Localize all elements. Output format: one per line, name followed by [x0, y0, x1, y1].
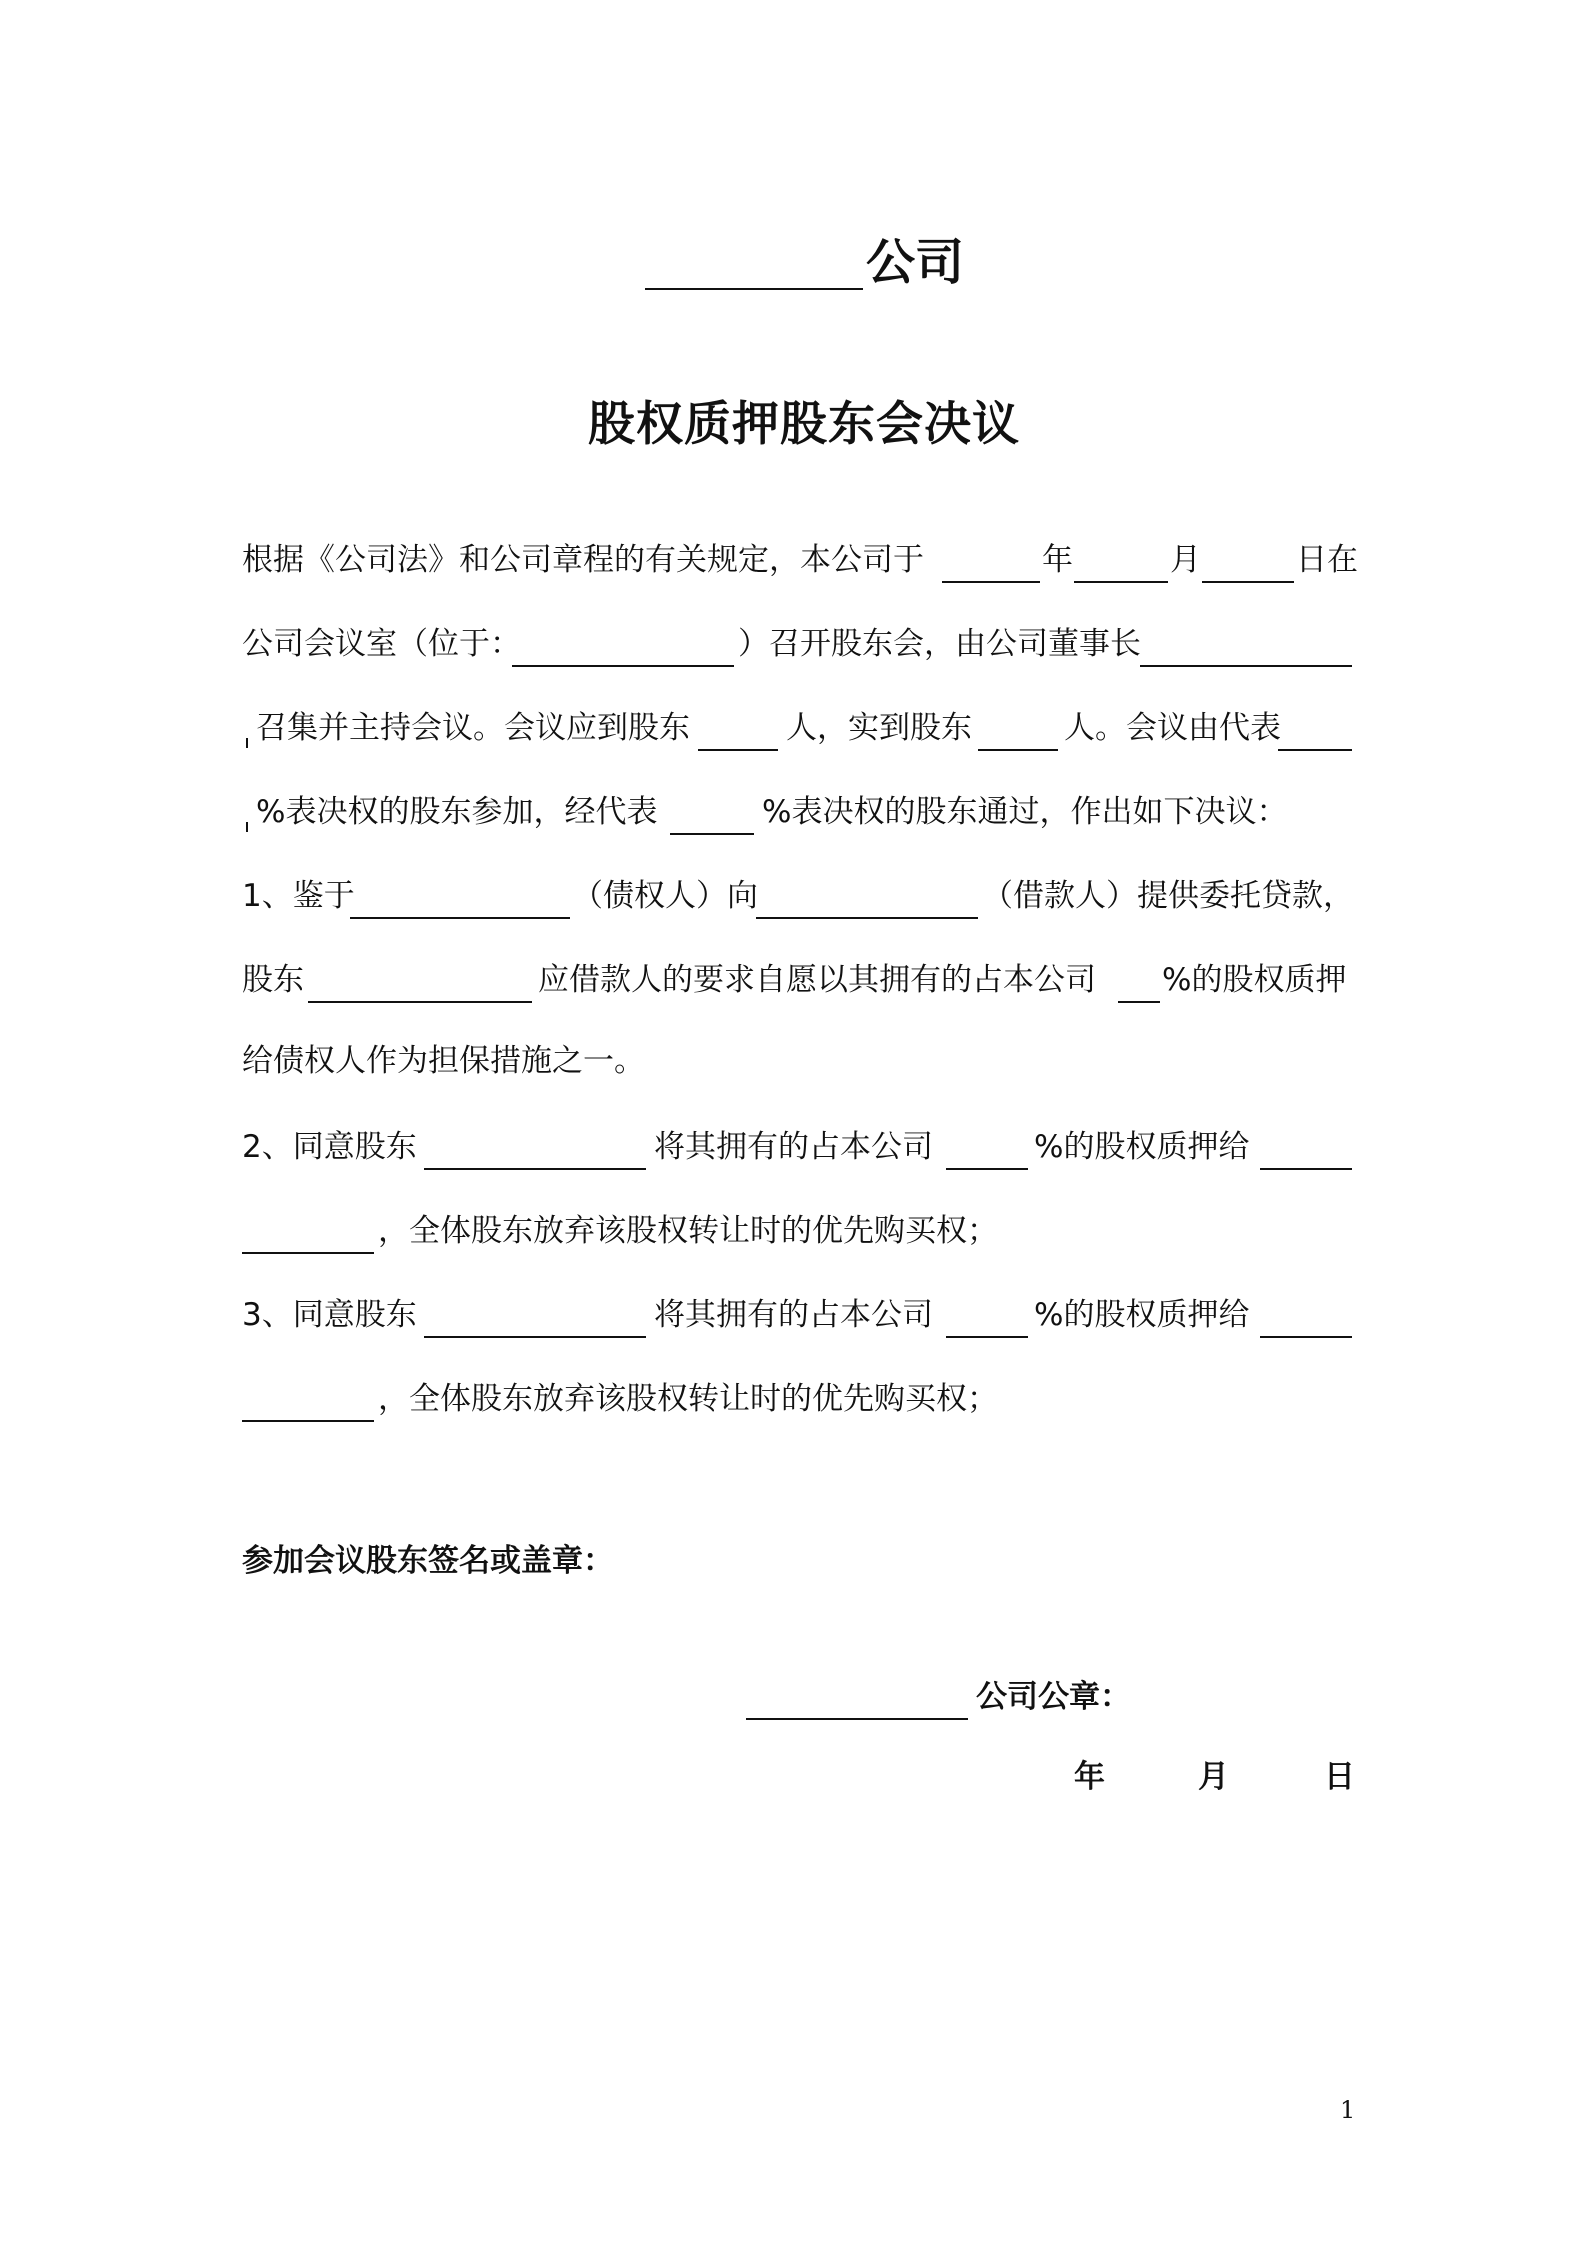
- company-seal-label: 公司公章：: [976, 1679, 1131, 1715]
- resolution-1-line-1: [242, 873, 1352, 919]
- borrower-blank[interactable]: [756, 917, 978, 919]
- pledgee-blank-continued[interactable]: [242, 1420, 374, 1422]
- signature-year-label: 年: [1074, 1759, 1105, 1795]
- company-name-blank[interactable]: [645, 288, 863, 290]
- preamble-line-4: [242, 789, 1352, 835]
- year-label: 年: [1042, 542, 1073, 578]
- preamble-text: %表决权的股东参加，经代表: [256, 794, 658, 830]
- resolution-text: 给债权人作为担保措施之一。: [242, 1043, 645, 1079]
- shareholder-blank[interactable]: [424, 1168, 646, 1170]
- resolution-text: 2、同意股东: [242, 1129, 417, 1165]
- resolution-3-line-1: [242, 1292, 1352, 1338]
- pledgee-blank[interactable]: [1260, 1168, 1352, 1170]
- month-label: 月: [1170, 542, 1201, 578]
- resolution-text: 1、鉴于: [242, 878, 355, 914]
- shareholder-blank[interactable]: [424, 1336, 646, 1338]
- preamble-text: 根据《公司法》和公司章程的有关规定，本公司于: [242, 542, 924, 578]
- meeting-location-blank[interactable]: [512, 665, 734, 667]
- creditor-blank[interactable]: [350, 917, 570, 919]
- expected-shareholders-blank[interactable]: [698, 749, 778, 751]
- resolution-text: %的股权质押: [1162, 962, 1347, 998]
- preamble-text: ）召开股东会，由公司董事长: [738, 626, 1141, 662]
- resolution-text: 股东: [242, 962, 304, 998]
- resolution-text: 将其拥有的占本公司: [654, 1129, 933, 1165]
- resolution-text: 应借款人的要求自愿以其拥有的占本公司: [538, 962, 1096, 998]
- signature-label: 参加会议股东签名或盖章：: [242, 1543, 614, 1579]
- company-seal-blank[interactable]: [746, 1718, 968, 1720]
- preamble-line-2: [242, 621, 1352, 667]
- resolution-text: ，全体股东放弃该股权转让时的优先购买权；: [378, 1381, 998, 1417]
- equity-percent-blank[interactable]: [1118, 1001, 1160, 1003]
- pledgee-blank-continued[interactable]: [242, 1252, 374, 1254]
- day-label: 日在: [1296, 542, 1358, 578]
- resolution-3-line-2: [242, 1376, 1352, 1422]
- preamble-line-3: [242, 705, 1352, 751]
- resolution-text: %的股权质押给: [1034, 1129, 1250, 1165]
- resolution-text: （借款人）提供委托贷款，: [982, 878, 1354, 914]
- preamble-text: 公司会议室（位于：: [242, 626, 521, 662]
- resolution-text: 将其拥有的占本公司: [654, 1297, 933, 1333]
- company-suffix: 公司: [866, 234, 965, 291]
- equity-percent-blank[interactable]: [946, 1336, 1028, 1338]
- preamble-text: 人，实到股东: [786, 710, 972, 746]
- preamble-text: 召集并主持会议。会议应到股东: [256, 710, 690, 746]
- chairman-blank[interactable]: [1140, 665, 1352, 667]
- signature-month-label: 月: [1198, 1759, 1229, 1795]
- page-number: 1: [1340, 2096, 1356, 2124]
- pledgee-blank[interactable]: [1260, 1336, 1352, 1338]
- resolution-2-line-1: [242, 1124, 1352, 1170]
- pledging-shareholder-blank[interactable]: [308, 1001, 532, 1003]
- resolution-2-line-2: [242, 1208, 1352, 1254]
- resolution-1-line-2: [242, 957, 1352, 1003]
- document-title: 股权质押股东会决议: [588, 397, 1020, 452]
- resolution-text: ，全体股东放弃该股权转让时的优先购买权；: [378, 1213, 998, 1249]
- resolution-text: %的股权质押给: [1034, 1297, 1250, 1333]
- resolution-1-line-3: [242, 1038, 1352, 1084]
- preamble-text: %表决权的股东通过，作出如下决议：: [762, 794, 1288, 830]
- meeting-day-blank[interactable]: [1202, 581, 1294, 583]
- present-shareholders-blank[interactable]: [978, 749, 1058, 751]
- resolution-text: 3、同意股东: [242, 1297, 417, 1333]
- meeting-month-blank[interactable]: [1074, 581, 1168, 583]
- equity-percent-blank[interactable]: [946, 1168, 1028, 1170]
- signature-day-label: 日: [1324, 1759, 1355, 1795]
- meeting-year-blank[interactable]: [942, 581, 1040, 583]
- voting-rights-attending-blank[interactable]: [1278, 749, 1352, 751]
- voting-rights-approving-blank[interactable]: [670, 833, 754, 835]
- resolution-text: （债权人）向: [572, 878, 758, 914]
- preamble-text: 人。会议由代表: [1064, 710, 1281, 746]
- preamble-line-1: [242, 537, 1358, 583]
